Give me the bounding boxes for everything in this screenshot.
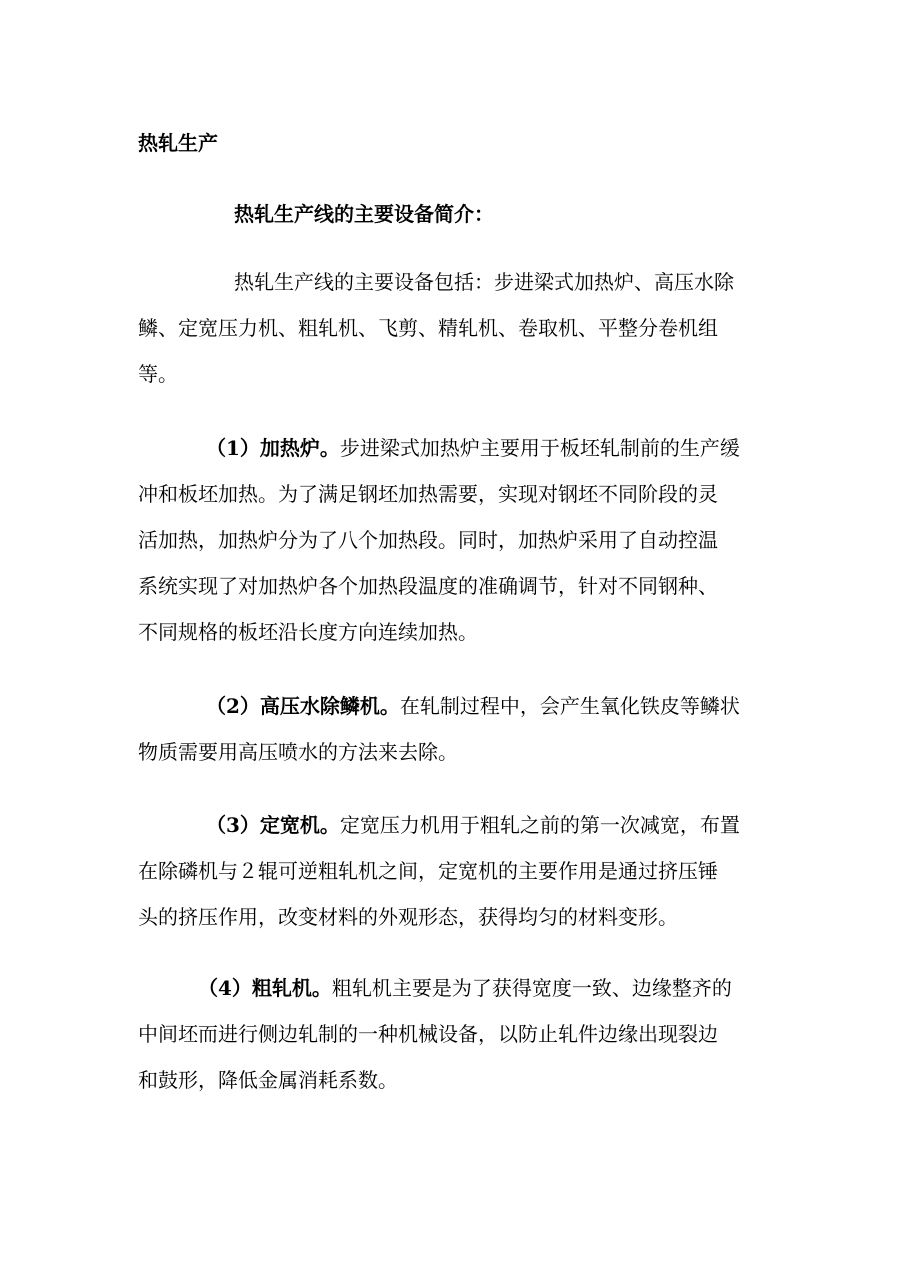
paragraph-descaler: [138, 683, 778, 775]
paragraph-first-text: 在轧制过程中，会产生氧化铁皮等鳞状: [399, 694, 740, 718]
paragraph-roughing-mill: [138, 965, 778, 1103]
paragraph-first-line: [138, 802, 778, 848]
paragraph-heating-furnace: [138, 425, 778, 655]
paragraph-sizing-press: [138, 802, 778, 940]
paragraph-first-text: 定宽压力机用于粗轧之前的第一次减宽，布置: [339, 813, 740, 837]
paragraph-line: 活加热，加热炉分为了八个加热段。同时，加热炉采用了自动控温: [138, 528, 718, 552]
paragraph-line: 冲和板坯加热。为了满足钢坯加热需要，实现对钢坯不同阶段的灵: [138, 482, 718, 506]
paragraph-line: 头的挤压作用，改变材料的外观形态，获得均匀的材料变形。: [138, 905, 678, 929]
paragraph-lead: （3）定宽机。: [206, 813, 340, 837]
intro-line-1: 热轧生产线的主要设备包括：步进梁式加热炉、高压水除: [234, 270, 734, 294]
paragraph-first-text: 步进梁式加热炉主要用于板坯轧制前的生产缓: [339, 436, 740, 460]
intro-line-3: 等。: [138, 362, 178, 386]
paragraph-line: 不同规格的板坯沿长度方向连续加热。: [138, 620, 478, 644]
section-heading: 热轧生产线的主要设备简介：: [234, 202, 494, 226]
paragraph-first-line: [138, 965, 778, 1011]
paragraph-lead: （4）粗轧机。: [198, 976, 332, 1000]
intro-line-2: 鳞、定宽压力机、粗轧机、飞剪、精轧机、卷取机、平整分卷机组: [138, 316, 718, 340]
paragraph-line: 和鼓形，降低金属消耗系数。: [138, 1068, 398, 1092]
document-title: 热轧生产: [138, 131, 218, 155]
paragraph-first-line: [138, 683, 778, 729]
paragraph-lead: （2）高压水除鳞机。: [206, 694, 400, 718]
paragraph-first-line: [138, 425, 778, 471]
paragraph-first-text: 粗轧机主要是为了获得宽度一致、边缘整齐的: [331, 976, 732, 1000]
paragraph-line: 中间坯而进行侧边轧制的一种机械设备，以防止轧件边缘出现裂边: [138, 1022, 718, 1046]
paragraph-line: 系统实现了对加热炉各个加热段温度的准确调节，针对不同钢种、: [138, 574, 718, 598]
paragraph-line: 物质需要用高压喷水的方法来去除。: [138, 740, 458, 764]
paragraph-line: 在除磷机与２辊可逆粗轧机之间，定宽机的主要作用是通过挤压锤: [138, 859, 718, 883]
intro-paragraph: [138, 259, 778, 397]
paragraph-lead: （1）加热炉。: [206, 436, 340, 460]
